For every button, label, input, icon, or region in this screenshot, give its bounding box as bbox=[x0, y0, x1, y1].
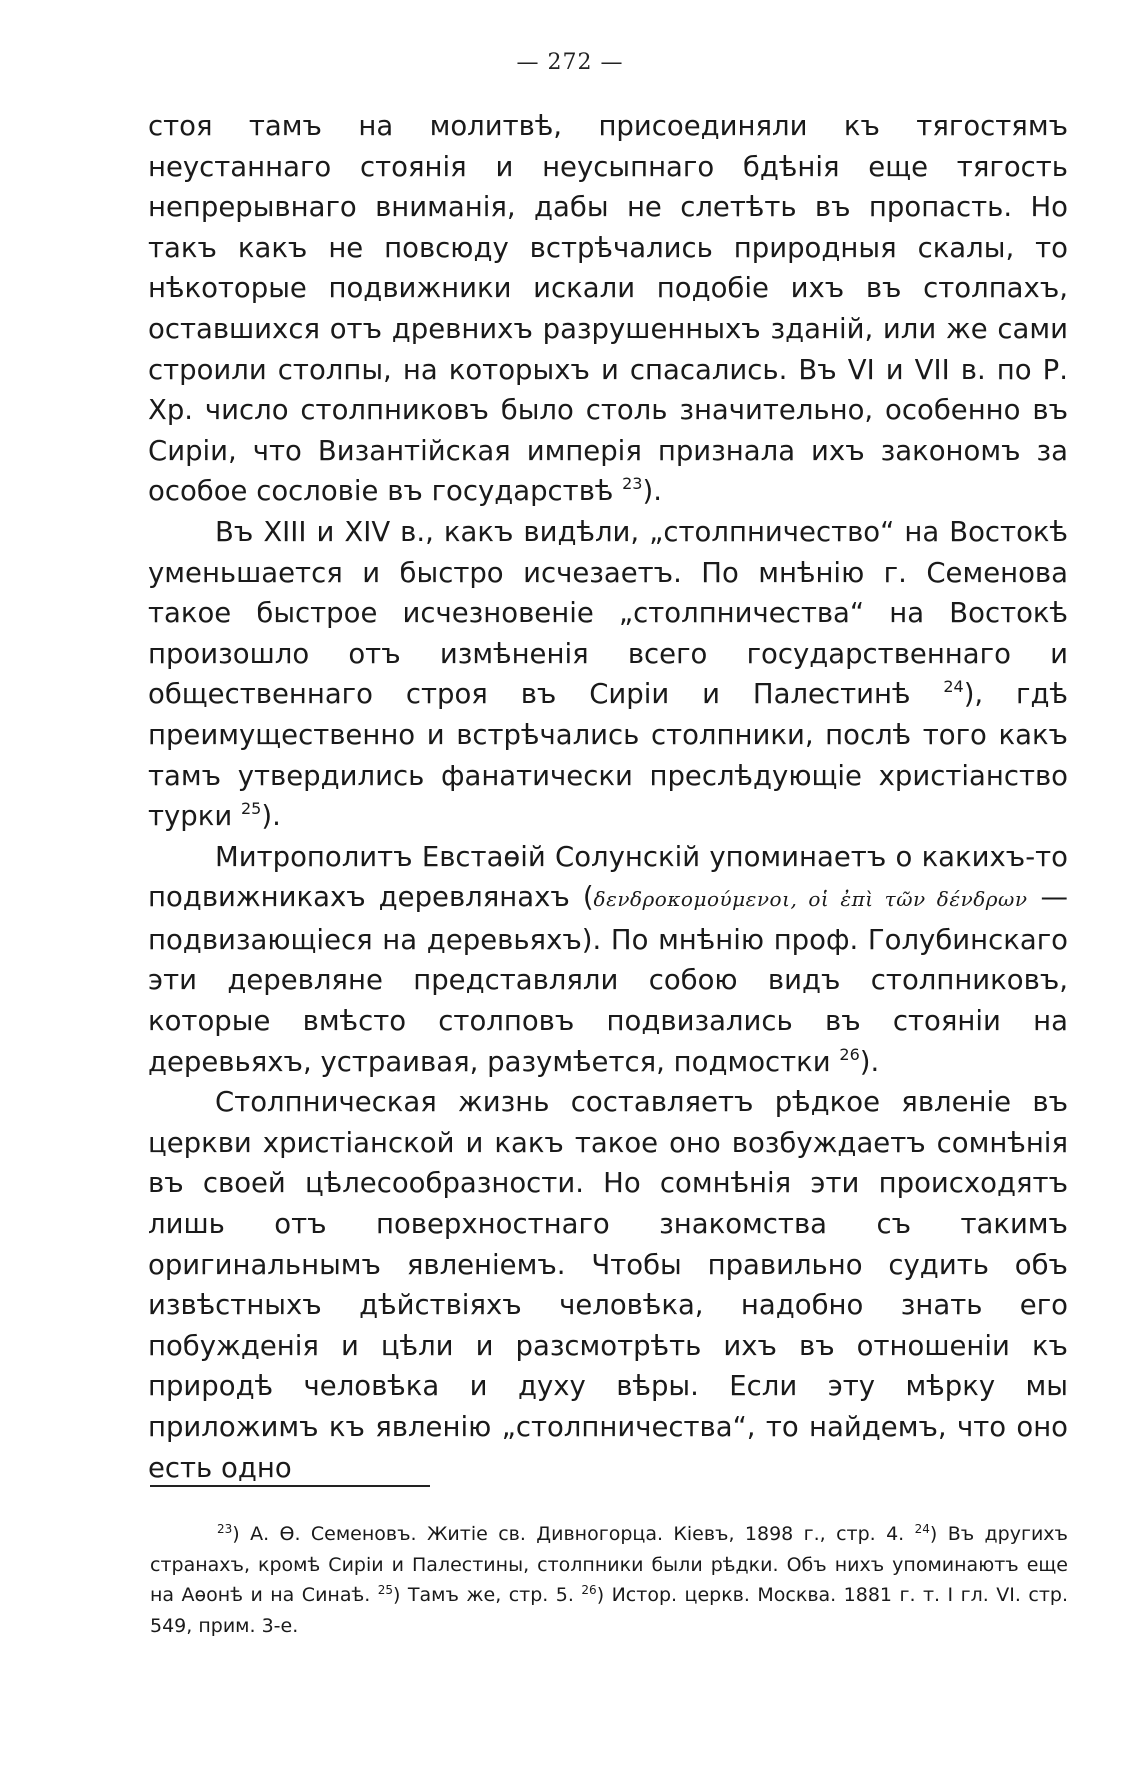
paragraph-4: Столпническая жизнь составляетъ рѣдкое явленіе въ церкви христіанской и какъ такое оно возбуждаетъ сомнѣнія въ своей цѣлесообразности. Но сомнѣнія эти происходятъ лишь отъ поверхностнаго знакомства съ такимъ оригинальнымъ явленіемъ. Чтобы правильно судить объ извѣстныхъ дѣйствіяхъ человѣка, надобно знать его побужденія и цѣли и разсмотрѣть ихъ въ отношеніи къ природѣ человѣка и духу вѣры. Если эту мѣрку мы приложимъ къ явленію „столпничества“, то найдемъ, что оно есть одно bbox=[148, 1086, 1068, 1484]
footnotes bbox=[150, 1519, 1068, 1641]
paragraph-3-text-b: — подвизающіеся на деревьяхъ). По мнѣнію проф. Голубинскаго эти деревляне представляли собою видъ столпниковъ, которые вмѣсто столповъ подвизались въ стояніи на деревьяхъ, устраивая, разумѣется, подмостки bbox=[148, 881, 1068, 1078]
footnote-ref-24: 24 bbox=[943, 677, 964, 697]
paragraph-3-end: ). bbox=[859, 1045, 880, 1078]
footnote-ref-26: 26 bbox=[839, 1044, 860, 1064]
paragraph-2-text-a: Въ XIII и XIV в., какъ видѣли, „столпничество“ на Востокѣ уменьшается и быстро исчезаетъ. По мнѣнію г. Семенова такое быстрое исчезновеніе „столпничества“ на Востокѣ произошло отъ измѣненія всего государственнаго и общественнаго строя въ Сиріи и Палестинѣ bbox=[148, 515, 1068, 711]
greek-quote: δενδροκομούμενοι, οἱ ἐπὶ τῶν δένδρων bbox=[593, 887, 1028, 912]
footnote-23: ) А. Ѳ. Семеновъ. Житіе св. Дивногорца. Кіевъ, 1898 г., стр. 4. bbox=[232, 1523, 915, 1545]
footnote-ref-23: 23 bbox=[622, 474, 643, 494]
paragraph-3-text-a: Митрополитъ Евстаѳій Солунскій упоминаетъ о какихъ-то подвижникахъ деревлянахъ ( bbox=[148, 840, 1068, 914]
footnote-24: ) Въ другихъ странахъ, кромѣ Сиріи и Палестины, столпники были рѣдки. Объ нихъ упоминаютъ еще на Аѳонѣ и на Синаѣ. bbox=[150, 1523, 1068, 1606]
main-text bbox=[148, 106, 1068, 1488]
footnote-num-26: 26 bbox=[581, 1583, 597, 1597]
paragraph-1-text: стоя тамъ на молитвѣ, присоединяли къ тягостямъ неустаннаго стоянія и неусыпнаго бдѣнія еще тягость непрерывнаго вниманія, дабы не слетѣть въ пропасть. Но такъ какъ не повсюду встрѣчались природныя скалы, то нѣкоторые подвижники искали подобіе ихъ въ столпахъ, оставшихся отъ древнихъ разрушенныхъ зданій, или же сами строили столпы, на которыхъ и спасались. Въ VI и VII в. по Р. Хр. число столпниковъ было столь значительно, особенно въ Сиріи, что Византійская имперія признала ихъ закономъ за особое сословіе въ государствѣ bbox=[148, 110, 1068, 508]
footnote-separator bbox=[150, 1485, 430, 1487]
paragraph-1-end: ). bbox=[642, 475, 662, 508]
paragraph-2 bbox=[148, 512, 1068, 837]
footnote-num-25: 25 bbox=[377, 1583, 394, 1597]
footnote-num-23: 23 bbox=[217, 1522, 233, 1536]
footnote-num-24: 24 bbox=[914, 1522, 930, 1536]
paragraph-2-text-b: ), гдѣ преимущественно и встрѣчались столпники, послѣ того какъ тамъ утвердились фанатически преслѣдующіе христіанство турки bbox=[148, 678, 1068, 833]
footnote-26: ) Истор. церкв. Москва. 1881 г. т. I гл. VI. стр. 549, прим. 3-е. bbox=[150, 1584, 1068, 1637]
paragraph-1 bbox=[148, 106, 1068, 512]
footnote-ref-25: 25 bbox=[240, 799, 262, 819]
paragraph-3 bbox=[148, 837, 1068, 1083]
footnote-25: ) Тамъ же, стр. 5. bbox=[393, 1584, 582, 1606]
page-number: — 272 — bbox=[516, 50, 624, 75]
paragraph-2-end: ). bbox=[261, 800, 281, 833]
